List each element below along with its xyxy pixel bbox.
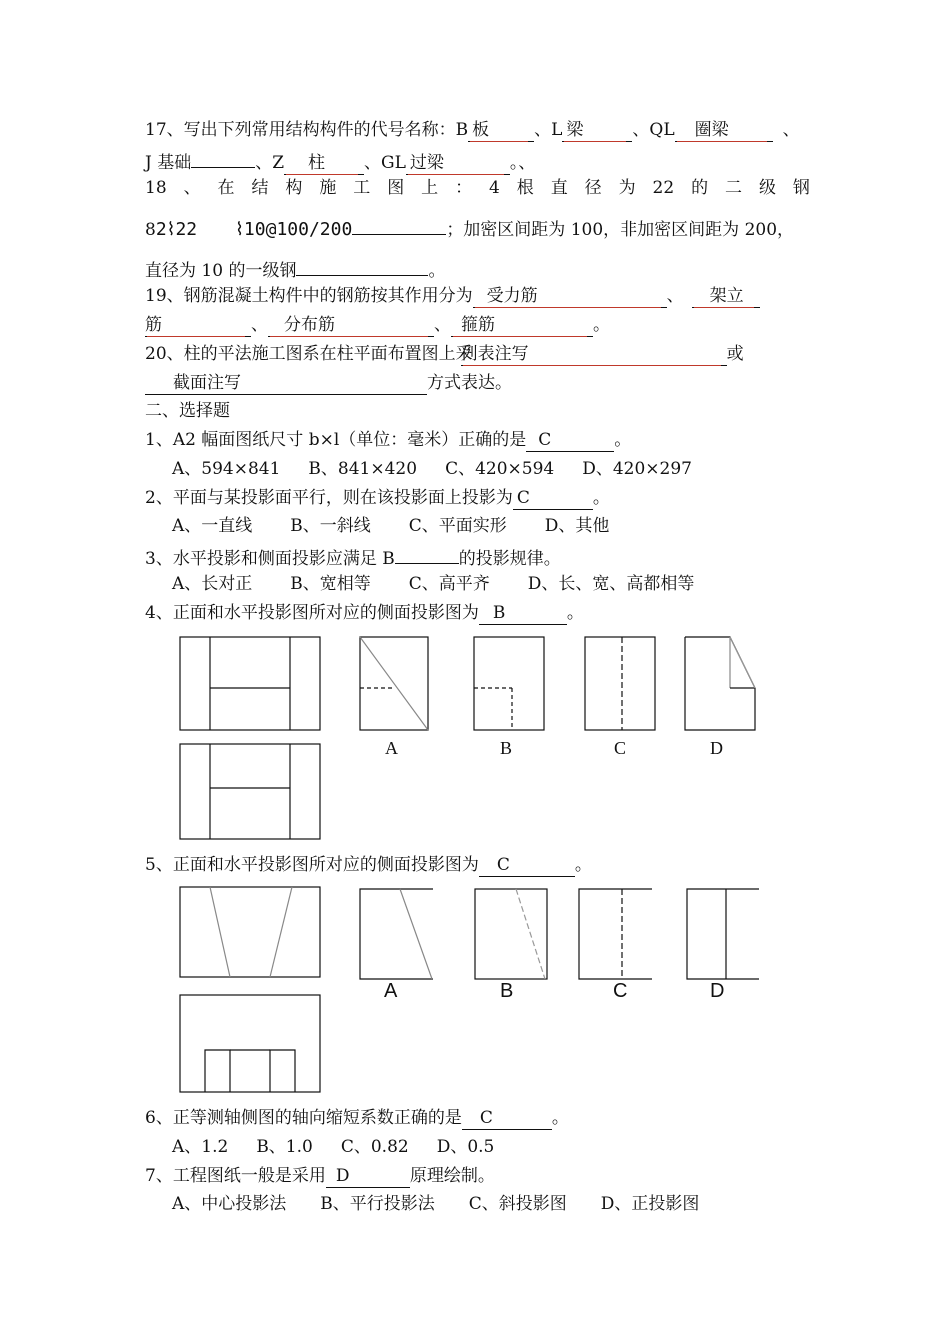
q17-answer-3: 圈梁 [675,119,773,142]
mc2-option-a[interactable]: A、一直线 [172,516,253,536]
q4-top-view [180,744,320,839]
mc3-options [172,570,837,598]
mc3-option-a[interactable]: A、长对正 [172,574,253,594]
mc1-option-b[interactable]: B、841×420 [308,459,418,479]
q5-label-d: D [710,980,725,1002]
mc7-option-d[interactable]: D、正投影图 [600,1194,700,1214]
q18-line3: 直径为 10 的一级钢 。 [145,253,810,281]
mc2-options [172,512,837,540]
q5-option-c-view [579,889,652,979]
mc7-option-a[interactable]: A、中心投影法 [172,1194,287,1214]
q17-answer-5: 过梁 [406,152,510,175]
q5-option-d-view [687,889,759,979]
q5-label-a: A [384,980,398,1002]
q4-front-view [180,637,320,730]
mc7-options [172,1190,837,1218]
mc2-option-d[interactable]: D、其他 [544,516,610,536]
q4-label-d: D [710,738,723,758]
q4-label-b: B [500,738,513,758]
q19-answer-2b: 筋 [145,314,251,337]
mc4-stem: 4、正面和水平投影图所对应的侧面投影图为 B 。 [145,603,584,623]
q20-line2: 截面注写 方式表达。 [145,369,810,397]
mc1-option-d[interactable]: D、420×297 [582,459,692,479]
q17-blank-jichu [191,145,255,168]
q19-line2: 筋 、 分布筋 、 箍筋 。 [145,315,610,335]
mc2-stem: 2、平面与某投影面平行，则在该投影面上投影为 C 。 [145,488,610,508]
mc3-option-c[interactable]: C、高平齐 [408,574,490,594]
q20-answer-2: 截面注写 [145,372,427,395]
q19-answer-1: 受力筋 [473,285,667,308]
mc1-stem: 1、A2 幅面图纸尺寸 b×l（单位：毫米）正确的是 C 。 [145,430,632,450]
mc7-option-b[interactable]: B、平行投影法 [320,1194,435,1214]
mc2-option-c[interactable]: C、平面实形 [408,516,507,536]
mc2-option-b[interactable]: B、一斜线 [290,516,371,536]
q17-answer-4: 柱 [284,152,364,175]
figure-q4 [170,630,770,845]
q20-line1: 20、柱的平法施工图系在柱平面布置图上采列表注写 或 [145,344,744,364]
q20-answer-1: 列表注写 [461,343,727,366]
q4-option-c-view [585,637,655,730]
q5-label-b: B [500,980,514,1002]
q5-option-b-view [475,889,547,979]
mc2-answer: C [513,487,593,510]
q17-answer-2: 梁 [562,119,632,142]
rebar-notation-2: ⌇10@100/200 [235,219,353,240]
mc6-option-a[interactable]: A、1.2 [172,1137,229,1157]
mc3-option-d[interactable]: D、长、宽、高都相等 [527,574,695,594]
mc1-options [172,455,837,483]
mc6-answer: C [462,1107,552,1130]
mc5-stem: 5、正面和水平投影图所对应的侧面投影图为 C 。 [145,855,592,875]
q4-option-d-view [685,637,755,730]
mc4-answer: B [479,602,567,625]
mc1-option-c[interactable]: C、420×594 [445,459,555,479]
mc7-option-c[interactable]: C、斜投影图 [468,1194,567,1214]
q18-blank-2 [296,253,428,276]
figure-q5-drawing [170,880,770,1100]
q5-front-view [180,887,320,977]
q4-label-c: C [614,738,627,758]
q4-option-b-view [474,637,544,730]
figure-q4-drawing [170,630,770,845]
q17-answer-1: 板 [468,119,534,142]
q18-line1: 18 、 在 结 构 施 工 图 上 ： 4 根 直 径 为 22 的 二 级 钢 [145,178,810,198]
mc5-answer: C [479,854,575,877]
mc1-answer: C [526,429,614,452]
q4-label-a: A [385,738,398,758]
q5-label-c: C [613,980,628,1002]
q18-line2: 82⌇22 ⌇10@100/200 ；加密区间距为 100，非加密区间距为 200， [145,212,810,244]
mc6-option-d[interactable]: D、0.5 [436,1137,495,1157]
mc6-stem: 6、正等测轴侧图的轴向缩短系数正确的是 C 。 [145,1108,569,1128]
mc1-option-a[interactable]: A、594×841 [172,459,281,479]
mc7-answer: D [326,1165,410,1188]
mc3-stem: 3、水平投影和侧面投影应满足 B 的投影规律。 [145,541,810,569]
q19-answer-3: 分布筋 [268,314,434,337]
figure-q5 [170,880,770,1100]
q19-answer-4: 箍筋 [451,314,593,337]
mc7-stem: 7、工程图纸一般是采用 D 原理绘制。 [145,1166,495,1186]
q18-blank-1 [352,212,446,235]
q17-line2: J 基础 、Z 柱 、GL 过梁 。、 [145,145,810,173]
mc3-answer [395,541,459,564]
mc3-option-b[interactable]: B、宽相等 [290,574,371,594]
section-title: 二、选择题 [145,401,230,421]
q5-top-view [180,995,320,1092]
q17-line1: 17、写出下列常用结构构件的代号名称：B 板 、L 梁 、QL 圈梁 、 [145,120,800,140]
mc6-options [172,1133,837,1161]
q19-answer-2a: 架立 [692,285,760,308]
mc6-option-b[interactable]: B、1.0 [256,1137,313,1157]
q19-line1: 19、钢筋混凝土构件中的钢筋按其作用分为 受力筋 、 架立 [145,282,810,310]
q5-option-a-view [360,889,433,979]
rebar-notation-1: 2⌇22 [155,219,198,240]
mc6-option-c[interactable]: C、0.82 [340,1137,409,1157]
